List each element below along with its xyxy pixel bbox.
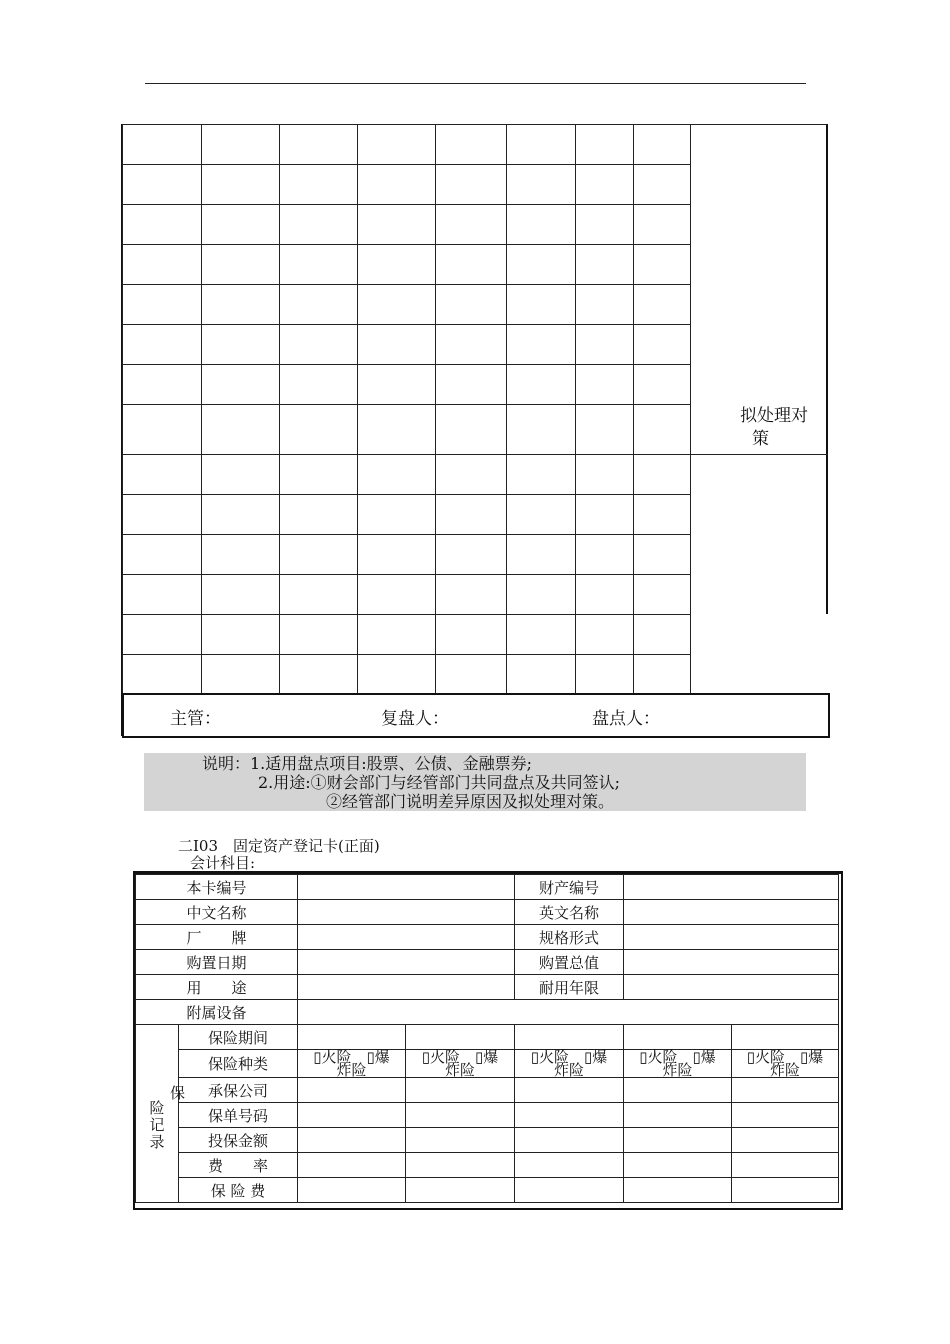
header-rule [145, 83, 806, 84]
inventory-cell[interactable] [202, 245, 280, 285]
inventory-row [123, 365, 691, 405]
premium-cell[interactable] [515, 1178, 624, 1203]
inventory-cell[interactable] [202, 205, 280, 245]
inventory-cell[interactable] [507, 165, 576, 205]
inventory-cell[interactable] [507, 535, 576, 575]
inventory-cell[interactable] [634, 535, 691, 575]
inventory-cell[interactable] [202, 365, 280, 405]
inventory-cell[interactable] [634, 165, 691, 205]
policy-no-cell[interactable] [515, 1103, 624, 1128]
insurer-cell[interactable] [732, 1078, 839, 1103]
inventory-cell[interactable] [202, 405, 280, 455]
inventory-cell[interactable] [358, 455, 436, 495]
inventory-cell[interactable] [576, 205, 634, 245]
instructions-note [144, 753, 806, 811]
inventory-cell[interactable] [576, 365, 634, 405]
inventory-grid [122, 124, 691, 695]
rate-label: 费 率 [179, 1153, 298, 1178]
inventory-cell[interactable] [507, 205, 576, 245]
inventory-cell[interactable] [358, 205, 436, 245]
proposed-action-label [740, 405, 808, 451]
inventory-cell[interactable] [123, 325, 202, 365]
purchase-total-label: 购置总值 [515, 950, 624, 975]
insurance-record-label-bao: 保 [170, 1084, 186, 1102]
policy-no-cell[interactable] [732, 1103, 839, 1128]
insured-amount-cell[interactable] [732, 1128, 839, 1153]
signature-row [122, 693, 830, 738]
en-name-value[interactable] [624, 900, 839, 925]
inventory-cell[interactable] [634, 575, 691, 615]
supervisor-label: 主管： [170, 709, 221, 729]
inventory-cell[interactable] [123, 655, 202, 695]
brand-label: 厂 牌 [136, 925, 298, 950]
inventory-cell[interactable] [123, 365, 202, 405]
inventory-cell[interactable] [576, 535, 634, 575]
proposed-action-label-line1: 拟处理对 [740, 406, 808, 426]
insurer-cell[interactable] [298, 1078, 406, 1103]
asset-no-label: 财产编号 [515, 875, 624, 900]
inventory-cell[interactable] [436, 165, 507, 205]
accessories-label: 附属设备 [136, 1000, 298, 1025]
inventory-row [123, 575, 691, 615]
inventory-cell[interactable] [576, 495, 634, 535]
inventory-cell[interactable] [634, 365, 691, 405]
inventory-cell[interactable] [634, 495, 691, 535]
inventory-cell[interactable] [576, 615, 634, 655]
inventory-cell[interactable] [507, 285, 576, 325]
premium-cell[interactable] [624, 1178, 732, 1203]
card-no-label: 本卡编号 [136, 875, 298, 900]
inventory-cell[interactable] [202, 535, 280, 575]
inventory-cell[interactable] [123, 245, 202, 285]
rate-cell[interactable] [406, 1153, 515, 1178]
insurance-period-cell[interactable] [732, 1025, 839, 1050]
inventory-cell[interactable] [507, 455, 576, 495]
inventory-cell[interactable] [123, 535, 202, 575]
proposed-action-panel [690, 124, 828, 614]
inventory-cell[interactable] [634, 125, 691, 165]
insurer-cell[interactable] [515, 1078, 624, 1103]
inventory-cell[interactable] [507, 615, 576, 655]
brand-value[interactable] [298, 925, 515, 950]
inventory-cell[interactable] [202, 125, 280, 165]
insurance-type-option-line2: 炸险 [662, 1060, 693, 1079]
insurance-type-option-line1: ▯火险 ▯爆 [639, 1047, 716, 1066]
usage-value[interactable] [298, 975, 515, 1000]
insurance-type-option-line1: ▯火险 ▯爆 [746, 1047, 824, 1066]
inventory-cell[interactable] [576, 575, 634, 615]
insurance-record-char: 险 [149, 1099, 165, 1117]
premium-cell[interactable] [732, 1178, 839, 1203]
inventory-row [123, 535, 691, 575]
policy-no-cell[interactable] [624, 1103, 732, 1128]
inventory-cell[interactable] [280, 245, 358, 285]
asset-no-value[interactable] [624, 875, 839, 900]
inventory-cell[interactable] [358, 405, 436, 455]
insured-amount-cell[interactable] [515, 1128, 624, 1153]
insurance-type-option-line1: ▯火险 ▯爆 [530, 1047, 608, 1066]
inventory-row [123, 615, 691, 655]
inventory-cell[interactable] [436, 245, 507, 285]
insurance-type-label: 保险种类 [179, 1050, 298, 1078]
inventory-row [123, 325, 691, 365]
inventory-row [123, 125, 691, 165]
inventory-cell[interactable] [634, 205, 691, 245]
inventory-cell[interactable] [436, 205, 507, 245]
inventory-cell[interactable] [280, 495, 358, 535]
inventory-row [123, 165, 691, 205]
inventory-cell[interactable] [280, 615, 358, 655]
inventory-cell[interactable] [634, 455, 691, 495]
inventory-cell[interactable] [436, 575, 507, 615]
insurance-period-cell[interactable] [515, 1025, 624, 1050]
insurance-record-char: 记 [149, 1116, 165, 1134]
insurance-type-option-line2: 炸险 [554, 1060, 585, 1079]
inventory-cell[interactable] [123, 205, 202, 245]
inventory-cell[interactable] [436, 535, 507, 575]
insurance-period-cell[interactable] [406, 1025, 515, 1050]
inventory-cell[interactable] [436, 125, 507, 165]
inventory-cell[interactable] [280, 455, 358, 495]
inventory-cell[interactable] [358, 535, 436, 575]
insurance-period-label: 保险期间 [179, 1025, 298, 1050]
insurer-label: 承保公司 [179, 1078, 298, 1103]
inventory-cell[interactable] [634, 405, 691, 455]
inventory-cell[interactable] [436, 365, 507, 405]
insurance-record-label [148, 1100, 166, 1151]
insured-amount-label: 投保金额 [179, 1128, 298, 1153]
counter-label: 盘点人： [592, 709, 660, 729]
inventory-cell[interactable] [436, 615, 507, 655]
inventory-cell[interactable] [123, 165, 202, 205]
cn-name-label: 中文名称 [136, 900, 298, 925]
insurance-type-option-line2: 炸险 [770, 1060, 801, 1079]
inventory-row [123, 245, 691, 285]
inventory-cell[interactable] [576, 325, 634, 365]
premium-cell[interactable] [406, 1178, 515, 1203]
inventory-cell[interactable] [280, 205, 358, 245]
note-line-1: 说明：1.适用盘点项目:股票、公债、金融票券; [202, 754, 533, 773]
inventory-cell[interactable] [436, 655, 507, 695]
card-title: 二I03 固定资产登记卡(正面) [178, 837, 380, 855]
policy-no-label: 保单号码 [179, 1103, 298, 1128]
inventory-cell[interactable] [507, 245, 576, 285]
inventory-cell[interactable] [576, 125, 634, 165]
inventory-cell[interactable] [202, 495, 280, 535]
inventory-cell[interactable] [202, 455, 280, 495]
insurance-type-option-line2: 炸险 [445, 1060, 476, 1079]
inventory-cell[interactable] [436, 495, 507, 535]
inventory-cell[interactable] [123, 405, 202, 455]
inventory-cell[interactable] [634, 615, 691, 655]
cn-name-value[interactable] [298, 900, 515, 925]
inventory-cell[interactable] [280, 165, 358, 205]
inventory-cell[interactable] [634, 245, 691, 285]
policy-no-cell[interactable] [406, 1103, 515, 1128]
inventory-cell[interactable] [123, 285, 202, 325]
insured-amount-cell[interactable] [624, 1128, 732, 1153]
inventory-cell[interactable] [507, 365, 576, 405]
inventory-cell[interactable] [436, 455, 507, 495]
inventory-cell[interactable] [358, 285, 436, 325]
inventory-cell[interactable] [576, 285, 634, 325]
inventory-cell[interactable] [280, 535, 358, 575]
inventory-cell[interactable] [123, 125, 202, 165]
inventory-cell[interactable] [576, 245, 634, 285]
policy-no-cell[interactable] [298, 1103, 406, 1128]
insurance-period-cell[interactable] [298, 1025, 406, 1050]
insured-amount-cell[interactable] [406, 1128, 515, 1153]
inventory-cell[interactable] [576, 405, 634, 455]
inventory-row [123, 455, 691, 495]
inventory-cell[interactable] [280, 365, 358, 405]
inventory-cell[interactable] [358, 125, 436, 165]
inventory-cell[interactable] [634, 325, 691, 365]
inventory-cell[interactable] [358, 245, 436, 285]
inventory-cell[interactable] [280, 575, 358, 615]
inventory-cell[interactable] [280, 285, 358, 325]
inventory-cell[interactable] [202, 165, 280, 205]
purchase-date-value[interactable] [298, 950, 515, 975]
asset-card-table [135, 874, 839, 1203]
inventory-cell[interactable] [507, 575, 576, 615]
inventory-cell[interactable] [507, 125, 576, 165]
premium-label: 保 险 费 [179, 1178, 298, 1203]
inventory-cell[interactable] [202, 615, 280, 655]
panel-divider [690, 454, 828, 455]
insurance-period-cell[interactable] [624, 1025, 732, 1050]
insurer-cell[interactable] [624, 1078, 732, 1103]
inventory-cell[interactable] [358, 655, 436, 695]
inventory-cell[interactable] [358, 365, 436, 405]
rate-cell[interactable] [732, 1153, 839, 1178]
inventory-row [123, 205, 691, 245]
insurance-type-option-line1: ▯火险 ▯爆 [421, 1047, 499, 1066]
inventory-cell[interactable] [202, 575, 280, 615]
inventory-row [123, 495, 691, 535]
insurance-type-option[interactable] [732, 1047, 839, 1079]
account-subject-label: 会计科目: [190, 854, 256, 872]
inventory-cell[interactable] [123, 455, 202, 495]
note-line-2: 2.用途:①财会部门与经管部门共同盘点及共同签认; [258, 773, 621, 792]
inventory-cell[interactable] [202, 285, 280, 325]
premium-cell[interactable] [298, 1178, 406, 1203]
rate-cell[interactable] [515, 1153, 624, 1178]
card-no-value[interactable] [298, 875, 515, 900]
inventory-cell[interactable] [358, 615, 436, 655]
insurance-type-option[interactable] [515, 1047, 624, 1079]
inventory-cell[interactable] [123, 615, 202, 655]
inventory-cell[interactable] [507, 405, 576, 455]
insurance-type-option[interactable] [624, 1047, 732, 1079]
spec-value[interactable] [624, 925, 839, 950]
inventory-cell[interactable] [576, 455, 634, 495]
inventory-cell[interactable] [436, 285, 507, 325]
inventory-cell[interactable] [576, 165, 634, 205]
inventory-cell[interactable] [507, 495, 576, 535]
inventory-cell[interactable] [507, 325, 576, 365]
spec-label: 规格形式 [515, 925, 624, 950]
inventory-cell[interactable] [202, 325, 280, 365]
insurance-type-option-line2: 炸险 [336, 1060, 367, 1079]
inventory-cell[interactable] [280, 655, 358, 695]
inventory-cell[interactable] [280, 405, 358, 455]
inventory-cell[interactable] [358, 165, 436, 205]
purchase-date-label: 购置日期 [136, 950, 298, 975]
inventory-cell[interactable] [634, 655, 691, 695]
en-name-label: 英文名称 [515, 900, 624, 925]
inventory-cell[interactable] [123, 575, 202, 615]
inventory-cell[interactable] [202, 655, 280, 695]
inventory-cell[interactable] [358, 325, 436, 365]
insurer-cell[interactable] [406, 1078, 515, 1103]
insured-amount-cell[interactable] [298, 1128, 406, 1153]
insurance-type-option-line1: ▯火险 ▯爆 [313, 1047, 390, 1066]
rate-cell[interactable] [298, 1153, 406, 1178]
purchase-total-value[interactable] [624, 950, 839, 975]
inventory-cell[interactable] [123, 495, 202, 535]
inventory-row [123, 405, 691, 455]
insurance-record-char: 录 [149, 1133, 165, 1151]
proposed-action-label-line2: 策 [752, 429, 769, 449]
inventory-cell[interactable] [576, 655, 634, 695]
useful-life-label: 耐用年限 [515, 975, 624, 1000]
inventory-row [123, 285, 691, 325]
inventory-cell[interactable] [507, 655, 576, 695]
rechecker-label: 复盘人： [381, 709, 449, 729]
inventory-cell[interactable] [436, 325, 507, 365]
insurance-type-option[interactable] [298, 1047, 406, 1079]
inventory-cell[interactable] [358, 495, 436, 535]
rate-cell[interactable] [624, 1153, 732, 1178]
inventory-row [123, 655, 691, 695]
useful-life-value[interactable] [624, 975, 839, 1000]
inventory-cell[interactable] [280, 325, 358, 365]
inventory-cell[interactable] [436, 405, 507, 455]
inventory-cell[interactable] [634, 285, 691, 325]
inventory-cell[interactable] [358, 575, 436, 615]
note-line-3: ②经管部门说明差异原因及拟处理对策。 [326, 792, 615, 811]
accessories-value[interactable] [298, 1000, 839, 1025]
usage-label: 用 途 [136, 975, 298, 1000]
inventory-cell[interactable] [280, 125, 358, 165]
insurance-type-option[interactable] [406, 1047, 515, 1079]
